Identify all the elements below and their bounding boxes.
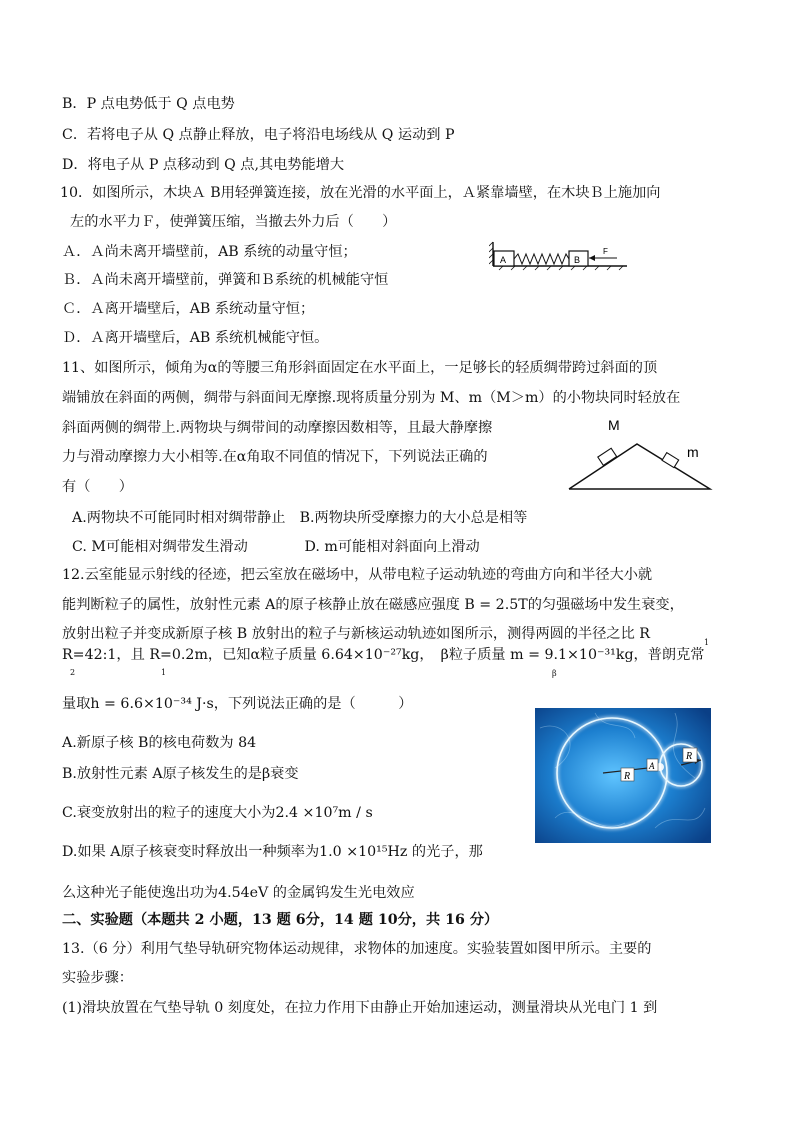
option-a-q10: Ａ．Ａ尚未离开墙壁前，AB 系统的动量守恒； [62, 244, 357, 260]
question-12-line3: 放射出粒子并变成新原子核 B 放射出的粒子与新核运动轨迹如图所示，测得两圆的半径之比 R [62, 626, 650, 642]
block-b-label: B [574, 255, 581, 265]
question-11-line1: 11、如图所示，倾角为α的等腰三角形斜面固定在水平面上，一足够长的轻质绸带跨过斜面的顶 [62, 360, 658, 376]
question-12-line5: 量取h = 6.6×10⁻³⁴ J·s，下列说法正确的是（ ） [62, 696, 413, 712]
spring [514, 254, 569, 264]
block-big-mass [598, 448, 617, 465]
block-small-mass [662, 453, 679, 468]
question-11-line5: 有（ ） [62, 479, 133, 495]
question-11-line3: 斜面两侧的绸带上.两物块与绸带间的动摩擦因数相等，且最大静摩擦 [62, 420, 493, 436]
subscript-beta: β [552, 669, 557, 678]
option-d-q10: Ｄ．Ａ离开墙壁后，AB 系统机械能守恒。 [62, 330, 329, 346]
subscript-1-top: 1 [704, 638, 710, 647]
label-r: R [624, 771, 631, 782]
question-12-line4: R=42:1，且 R=0.2m，已知α粒子质量 6.64×10⁻²⁷kg， β粒子质量 m = 9.1×10⁻³¹kg，普朗克常 [62, 647, 705, 663]
label-big-mass: M [608, 417, 620, 433]
option-c-q9: C．若将电子从 Q 点静止释放，电子将沿电场线从 Q 运动到 P [62, 127, 455, 143]
subscript-1: 1 [161, 668, 167, 677]
question-13-line2: 实验步骤： [62, 970, 133, 986]
section-heading-experiments: 二、实验题（本题共 2 小题，13 题 6分，14 题 10分，共 16 分） [62, 912, 499, 928]
question-10-line1: 10．如图所示，木块Ａ B用轻弹簧连接，放在光滑的水平面上，Ａ紧靠墙壁，在木块Ｂ上施加向 [60, 185, 661, 201]
question-13-line3: (1)滑块放置在气垫导轨 0 刻度处，在拉力作用下由静止开始加速运动，测量滑块从光电门 1 到 [62, 1000, 658, 1016]
option-b-q12: B.放射性元素 A原子核发生的是β衰变 [62, 766, 299, 782]
question-12-line1: 12.云室能显示射线的径迹，把云室放在磁场中，从带电粒子运动轨迹的弯曲方向和半径大小就 [62, 567, 653, 583]
option-c-q12: C.衰变放射出的粒子的速度大小为2.4 ×10⁷m / s [62, 805, 373, 821]
question-13-line1: 13.（6 分）利用气垫导轨研究物体运动规律，求物体的加速度。实验装置如图甲所示。主要的 [62, 941, 652, 957]
question-12-line2: 能判断粒子的属性，放射性元素 A的原子核静止放在磁感应强度 B = 2.5T的匀强磁场中发生衰变， [62, 597, 684, 613]
options-ab-q11: A.两物块不可能同时相对绸带静止 B.两物块所受摩擦力的大小总是相等 [72, 510, 528, 526]
subscript-2: 2 [70, 668, 76, 677]
force-arrow-icon [589, 255, 595, 261]
option-d-q12-line2: 么这种光子能使逸出功为4.54eV 的金属钨发生光电效应 [62, 885, 415, 901]
option-b-q10: Ｂ．Ａ尚未离开墙壁前，弹簧和Ｂ系统的机械能守恒 [62, 272, 389, 288]
option-d-q9: D．将电子从 P 点移动到 Q 点,其电势能增大 [62, 157, 345, 173]
label-a: A [649, 761, 655, 771]
option-b-q9: B．P 点电势低于 Q 点电势 [62, 96, 235, 112]
block-a-label: A [500, 255, 507, 265]
question-11-line4: 力与滑动摩擦力大小相等.在α角取不同值的情况下，下列说法正确的 [62, 449, 488, 465]
spring-blocks-figure [489, 240, 629, 272]
question-11-line2: 端铺放在斜面的两侧，绸带与斜面间无摩擦.现将质量分别为 M、m（M＞m）的小物块同时轻放在 [62, 390, 681, 406]
label-small-mass: m [687, 444, 699, 460]
option-d-q12-line1: D.如果 A原子核衰变时释放出一种频率为1.0 ×10¹⁵Hz 的光子，那 [62, 844, 483, 860]
option-c-q10: Ｃ．Ａ离开墙壁后，AB 系统动量守恒； [62, 301, 315, 317]
label-r1: R [686, 751, 693, 762]
incline-figure [562, 412, 718, 494]
question-10-line2: 左的水平力Ｆ，使弹簧压缩，当撤去外力后（ ） [70, 214, 397, 230]
option-a-q12: A.新原子核 B的核电荷数为 84 [62, 735, 257, 751]
cloud-chamber-image [535, 708, 711, 843]
force-label: F [603, 247, 608, 256]
options-cd-q11: C. M可能相对绸带发生滑动 D. m可能相对斜面向上滑动 [72, 539, 480, 555]
